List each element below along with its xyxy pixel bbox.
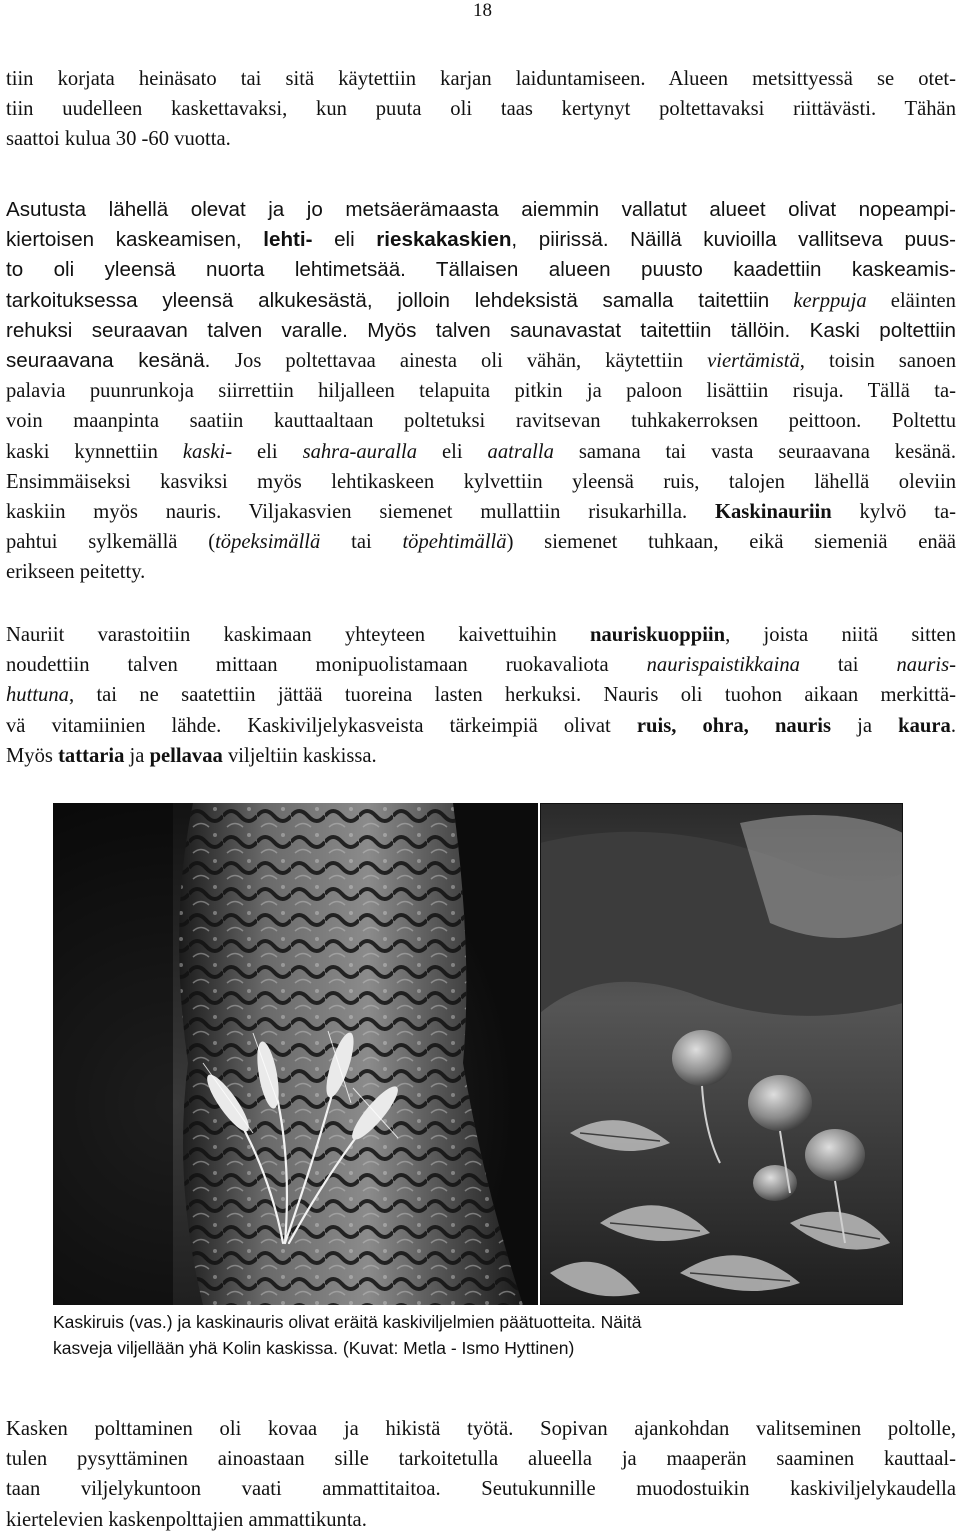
- term-kerppuja: kerppuja: [793, 289, 867, 312]
- text-run: tai: [799, 654, 897, 677]
- text-line: [6, 286, 956, 316]
- photo-caption: [53, 1309, 903, 1361]
- term-nauriskuoppiin: nauriskuoppiin: [590, 624, 726, 646]
- text-run: eläinten: [866, 289, 956, 312]
- text-run: ja: [124, 744, 150, 767]
- text-line: tiin korjata heinäsato tai sitä käytettiin karjan laiduntamiseen. Alueen metsittyessä se otet-: [6, 68, 956, 90]
- text-run: noudettiin talven mittaan monipuolistamaan ruokavaliota: [6, 654, 647, 677]
- term-kaski: kaski-: [182, 440, 233, 463]
- text-line: [6, 527, 956, 557]
- text-line: taan viljelykuntoon vaati ammattitaitoa. Seutukunnille muodostuikin kaskiviljelykaudella: [6, 1478, 956, 1501]
- text-run: eli: [417, 440, 488, 463]
- text-run: Tällaisen alueen puusto kaadettiin kaskeamis-: [435, 258, 956, 282]
- text-line: [6, 225, 956, 255]
- text-line: erikseen peitetty.: [6, 561, 146, 584]
- text-run: kaski kynnettiin: [6, 440, 183, 463]
- text-run: kaskiin myös nauris. Viljakasvien siemenet mullattiin risukarhilla.: [6, 501, 715, 524]
- text-run: pahtui sylkemällä (: [6, 531, 216, 554]
- term-pellavaa: pellavaa: [149, 744, 223, 767]
- term-topeksimalla: töpeksimällä: [215, 531, 321, 554]
- text-line: [6, 620, 956, 650]
- text-run: tarkoituksessa yleensä alkukesästä, jolloin lehdeksistä samalla taitettiin: [6, 288, 770, 312]
- text-line: Asutusta lähellä olevat ja jo metsäerämaasta aiemmin vallatut alueet olivat nopeampi-: [6, 198, 956, 221]
- term-huttuna: huttuna: [6, 684, 69, 707]
- text-line: [6, 346, 956, 376]
- text-run: Nauriit varastoitiin kaskimaan yhteyteen kaivettuihin: [6, 624, 590, 646]
- caption-line: kasveja viljellään yhä Kolin kaskissa. (Kuvat: Metla - Ismo Hyttinen): [53, 1338, 575, 1358]
- text-line: [6, 437, 956, 467]
- paragraph-3: [6, 620, 956, 771]
- text-run: Jos poltettavaa ainesta oli vähän, käytettiin: [235, 350, 708, 373]
- text-line: rehuksi seuraavan talven varalle. Myös talven saunavastat taitettiin tällöin. Kaski poltettiin: [6, 318, 956, 342]
- term-naurispaistikkaina: naurispaistikkaina: [646, 654, 800, 677]
- text-line: [6, 497, 956, 527]
- rye-against-charred-tree-photo: [53, 803, 538, 1305]
- term-sahra-auralla: sahra-auralla: [302, 440, 418, 463]
- text-line: [6, 741, 956, 771]
- term-naurishuttuna: nauris-: [896, 654, 956, 677]
- text-run: ja: [831, 714, 899, 737]
- text-run: Myös: [6, 744, 59, 767]
- page-number: 18: [473, 0, 492, 21]
- paragraph-2: [6, 195, 956, 588]
- paragraph-1: [6, 64, 956, 155]
- text-run: to oli yleensä nuorta lehtimetsää.: [6, 258, 436, 282]
- text-run: , tai ne saatettiin jättää tuoreina lasten herkuksi. Nauris oli tuohon aikaan merkittä-: [68, 684, 956, 707]
- text-run: Näillä kuvioilla vallitseva puus-: [630, 228, 956, 252]
- text-line: Kasken polttaminen oli kovaa ja hikistä työtä. Sopivan ajankohdan valitseminen poltolle,: [6, 1418, 956, 1440]
- text-run: , toisin sanoen: [799, 350, 956, 373]
- text-run: samana tai vasta seuraavana kesänä.: [553, 440, 956, 463]
- text-run: vä vitamiinien lähde. Kaskiviljelykasveista tärkeimpiä olivat: [6, 714, 637, 737]
- text-line: [6, 650, 956, 680]
- text-line: tulen pysyttäminen ainoastaan sille tarkoitetulla alueella ja maaperän saaminen kauttaal-: [6, 1448, 956, 1471]
- text-line: voin maanpinta saatiin kauttaaltaan poltetuksi ravitsevan tuhkakerroksen peittoon. Poltettu: [6, 410, 956, 433]
- text-run: eli: [232, 440, 303, 463]
- turnips-on-ground-photo: [540, 803, 903, 1305]
- text-line: saattoi kulua 30 -60 vuotta.: [6, 128, 231, 151]
- text-line: tiin uudelleen kaskettavaksi, kun puuta oli taas kertynyt poltettavaksi riittävästi. Tähän: [6, 98, 956, 121]
- text-line: [6, 680, 956, 710]
- text-run: seuraavana kesänä.: [6, 349, 236, 373]
- text-line: [6, 255, 956, 285]
- text-run: kiertoisen kaskeamisen,: [6, 228, 264, 252]
- text-run: , joista niitä sitten: [725, 624, 956, 646]
- text-line: palavia puunrunkoja siirrettiin hiljalleen telapuita pitkin ja paloon lisättiin risuja. Tällä ta-: [6, 380, 956, 403]
- text-run: tai: [320, 531, 403, 554]
- text-line: [6, 711, 956, 741]
- caption-line: Kaskiruis (vas.) ja kaskinauris olivat eräitä kaskiviljelmien päätuotteita. Näitä: [53, 1312, 642, 1332]
- term-lehti: lehti-: [263, 228, 313, 252]
- text-line: kiertelevien kaskenpolttajien ammattikunta.: [6, 1508, 367, 1531]
- text-run: .: [950, 714, 956, 737]
- term-aatralla: aatralla: [487, 440, 554, 463]
- text-run: kylvö ta-: [831, 501, 956, 524]
- term-crops: ruis, ohra, nauris: [636, 714, 832, 737]
- text-run: viljeltiin kaskissa.: [222, 744, 377, 767]
- paragraph-4: [6, 1414, 956, 1535]
- text-line: Ensimmäiseksi kasviksi myös lehtikaskeen kylvettiin yleensä ruis, talojen lähellä oleviin: [6, 470, 956, 493]
- text-run: ) siemenet tuhkaan, eikä siemeniä enää: [506, 531, 956, 554]
- term-topehtimalla: töpehtimällä: [402, 531, 507, 554]
- term-tattaria: tattaria: [58, 744, 125, 767]
- term-kaskinauriin: Kaskinauriin: [714, 501, 832, 524]
- term-viertamista: viertämistä: [707, 350, 800, 373]
- term-rieskakaskien: rieskakaskien: [376, 228, 512, 252]
- text-run: , piirissä.: [511, 228, 631, 252]
- text-run: eli: [312, 228, 377, 252]
- term-kaura: kaura: [898, 714, 951, 737]
